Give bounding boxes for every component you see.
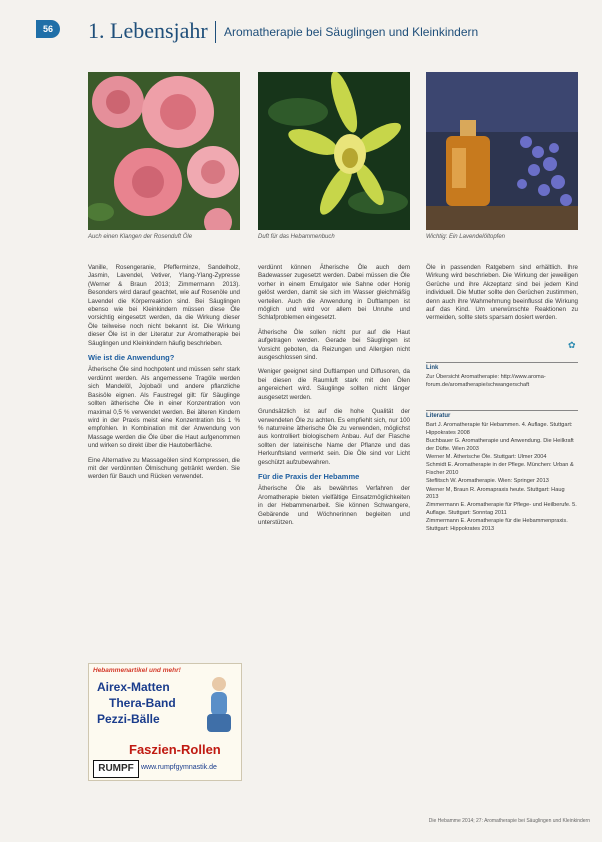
col1-paragraph-1: Vanille, Rosengeranie, Pfefferminze, Sandelholz, Jasmin, Lavendel, Vetiver, Ylang-Ylang-Zypresse (Werner & Braun 2013; Zimmermann 2013). Besonders wird darauf geachtet, wie auf Rosenöle und Lavendel die Körperreaktion sind. Bei Säuglingen ebenso wie bei Kleinkindern müssen diese Öle vorsichtig eingesetzt werden, da die Wirkung dieser Öle teilweise noch nicht bekannt ist. Die Wirkung dieser Öle ist in der Literatur zur Aromatherapie bei Säuglingen und Kleinkindern häufig beschrieben. (88, 264, 240, 347)
ad-line-3: Pezzi-Bälle (97, 712, 160, 726)
link-box (426, 362, 578, 389)
ad-brand-logo: RUMPF (93, 760, 139, 778)
end-of-article-icon: ✿ (568, 340, 576, 350)
col1-paragraph-3: Eine Alternative zu Massageölen sind Kompressen, die mit der verdünnten Ölmischung getränkt werden. Sie werden für Bauch und Rücken verwendet. (88, 456, 240, 481)
rose-photo (88, 72, 240, 230)
page-number-badge: 56 (36, 20, 60, 38)
literature-item: Schmidt E. Aromatherapie in der Pflege. München: Urban & Fischer 2010 (426, 462, 574, 476)
literature-item: Bart J. Aromatherapie für Hebammen. 4. Auflage. Stuttgart: Hippokrates 2008 (426, 422, 573, 436)
midwife-practice-heading: Für die Praxis der Hebamme (258, 471, 360, 481)
ad-line-2: Thera-Band (109, 696, 176, 710)
text-column-1 (88, 264, 240, 488)
text-column-3 (426, 264, 578, 329)
oil-bottle-photo (426, 72, 578, 230)
col3-paragraph-1: Öle in passenden Ratgebern sind erhältlich. Ihre Wirkung wird beschrieben. Die Wirkung der jeweiligen Gerüche und ihre Akzeptanz sind bei jedem Kind individuell. Die Mutter sollte den Gerüchen zustimmen, denn auch ihre Wahrnehmung beeinflusst die Wirkung auf das Kind. Um unerwünschte Reaktionen zu vermeiden, sollte stets sparsam dosiert werden. (426, 264, 578, 322)
literature-item: Zimmermann E. Aromatherapie für die Hebammenpraxis. Stuttgart: Hippokrates 2013 (426, 518, 568, 532)
section-title: Aromatherapie bei Säuglingen und Kleinkindern (224, 25, 479, 39)
literature-item: Werner M. Ätherische Öle. Stuttgart: Ulmer 2004 (426, 454, 547, 461)
vanilla-photo (258, 72, 410, 230)
col2-paragraph-1: verdünnt können Ätherische Öle auch dem Badewasser zugesetzt werden. Dabei müssen die Öle vorher in einem Emulgator wie Sahne oder Honig gelöst werden, damit sie sich im Wasser gleichmäßig verteilen. Auch die Anwendung in Duftlampen ist möglich und wird vor allem bei Unruhe und Schlafproblemen eingesetzt. (258, 264, 410, 322)
ad-url[interactable]: www.rumpfgymnastik.de (141, 764, 217, 771)
chapter-title: 1. Lebensjahr (88, 18, 208, 43)
header-divider (215, 21, 216, 43)
advertisement-rumpf[interactable] (88, 663, 242, 781)
col1-paragraph-2: Ätherische Öle sind hochpotent und müssen sehr stark verdünnt werden. Als angemessene Tragöle werden sich Mandelöl, Jojobaöl und andere pflanzliche Basisöle eignen. Als Faustregel gilt: für Säuglinge sollten ätherische Öle in einer Konzentration von maximal 0,5 % verwendet werden. Bei älteren Kindern wird in der Praxis meist eine Konzentration bis 1 % empfohlen. In Kombination mit der Anwendung von Massage werden die Öle über die Haut aufgenommen und wirken so direkt über die Hautoberfläche. (88, 366, 240, 450)
col2-paragraph-2: Ätherische Öle sollen nicht pur auf die Haut aufgetragen werden. Gerade bei Säuglingen ist Vorsicht geboten, da Reizungen und Allergien nicht ausgeschlossen sind. (258, 328, 410, 362)
text-column-2 (258, 264, 410, 533)
col2-paragraph-5: Ätherische Öle als bewährtes Verfahren der Aromatherapie bieten vielfältige Einsatzmöglichkeiten in der Hebammenarbeit. Sie können Schwangere, Gebärende und Wöchnerinnen begleiten und unterstützen. (258, 485, 410, 526)
col2-paragraph-3: Weniger geeignet sind Duftlampen und Diffusoren, da bei diesen die Raumluft stark mit den Ölen angereichert wird. Säuglinge sollten nicht länger ausgesetzt werden. (258, 368, 410, 401)
ad-line-1: Airex-Matten (97, 680, 170, 694)
rose-caption: Auch einen Klangen der Rosenduft Öle (88, 234, 193, 240)
page-footer: Die Hebamme 2014; 27: Aromatherapie bei Säuglingen und Kleinkindern (428, 818, 590, 824)
ad-tagline: Hebammenartikel und mehr! (93, 667, 181, 674)
link-title: Link (426, 362, 578, 372)
vanilla-caption: Duft für das Hebammenbuch (258, 234, 335, 240)
literature-box (426, 410, 578, 534)
literature-item: Werner M, Braun R. Aromapraxis heute. Stuttgart: Haug 2013 (426, 486, 565, 501)
literature-title: Literatur (426, 410, 578, 420)
link-text[interactable]: Zur Übersicht Aromatherapie: http://www.aroma-forum.de/aromatherapie/schwangerschaft (426, 374, 546, 388)
ad-person-illustration (201, 674, 235, 734)
oil-bottle-caption: Wichtig: Ein Lavendelöltopfen (426, 234, 505, 240)
literature-item: Buchbauer G. Aromatherapie und Anwendung. Die Heilkraft der Düfte. Wien 2003 (426, 438, 574, 452)
col2-paragraph-4: Grundsätzlich ist auf die hohe Qualität der verwendeten Öle zu achten. Es empfiehlt sich, nur 100 % naturreine ätherische Öle zu verwenden, möglichst aus kontrolliert biologischem Anbau. Auf der Flasche sollten der lateinische Name der Pflanze und das Herkunftsland vermerkt sein. Die Öle sind vor Licht geschützt aufzubewahren. (258, 408, 410, 466)
ad-line-4: Faszien-Rollen (129, 742, 221, 757)
literature-item: Steflitsch W. Aromatherapie. Wien: Springer 2013 (426, 478, 549, 485)
application-heading: Wie ist die Anwendung? (88, 353, 175, 363)
literature-item: Zimmermann E. Aromatherapie für Pflege- und Heilberufe. 5. Auflage. Stuttgart: Sonntag 2011 (426, 502, 577, 516)
